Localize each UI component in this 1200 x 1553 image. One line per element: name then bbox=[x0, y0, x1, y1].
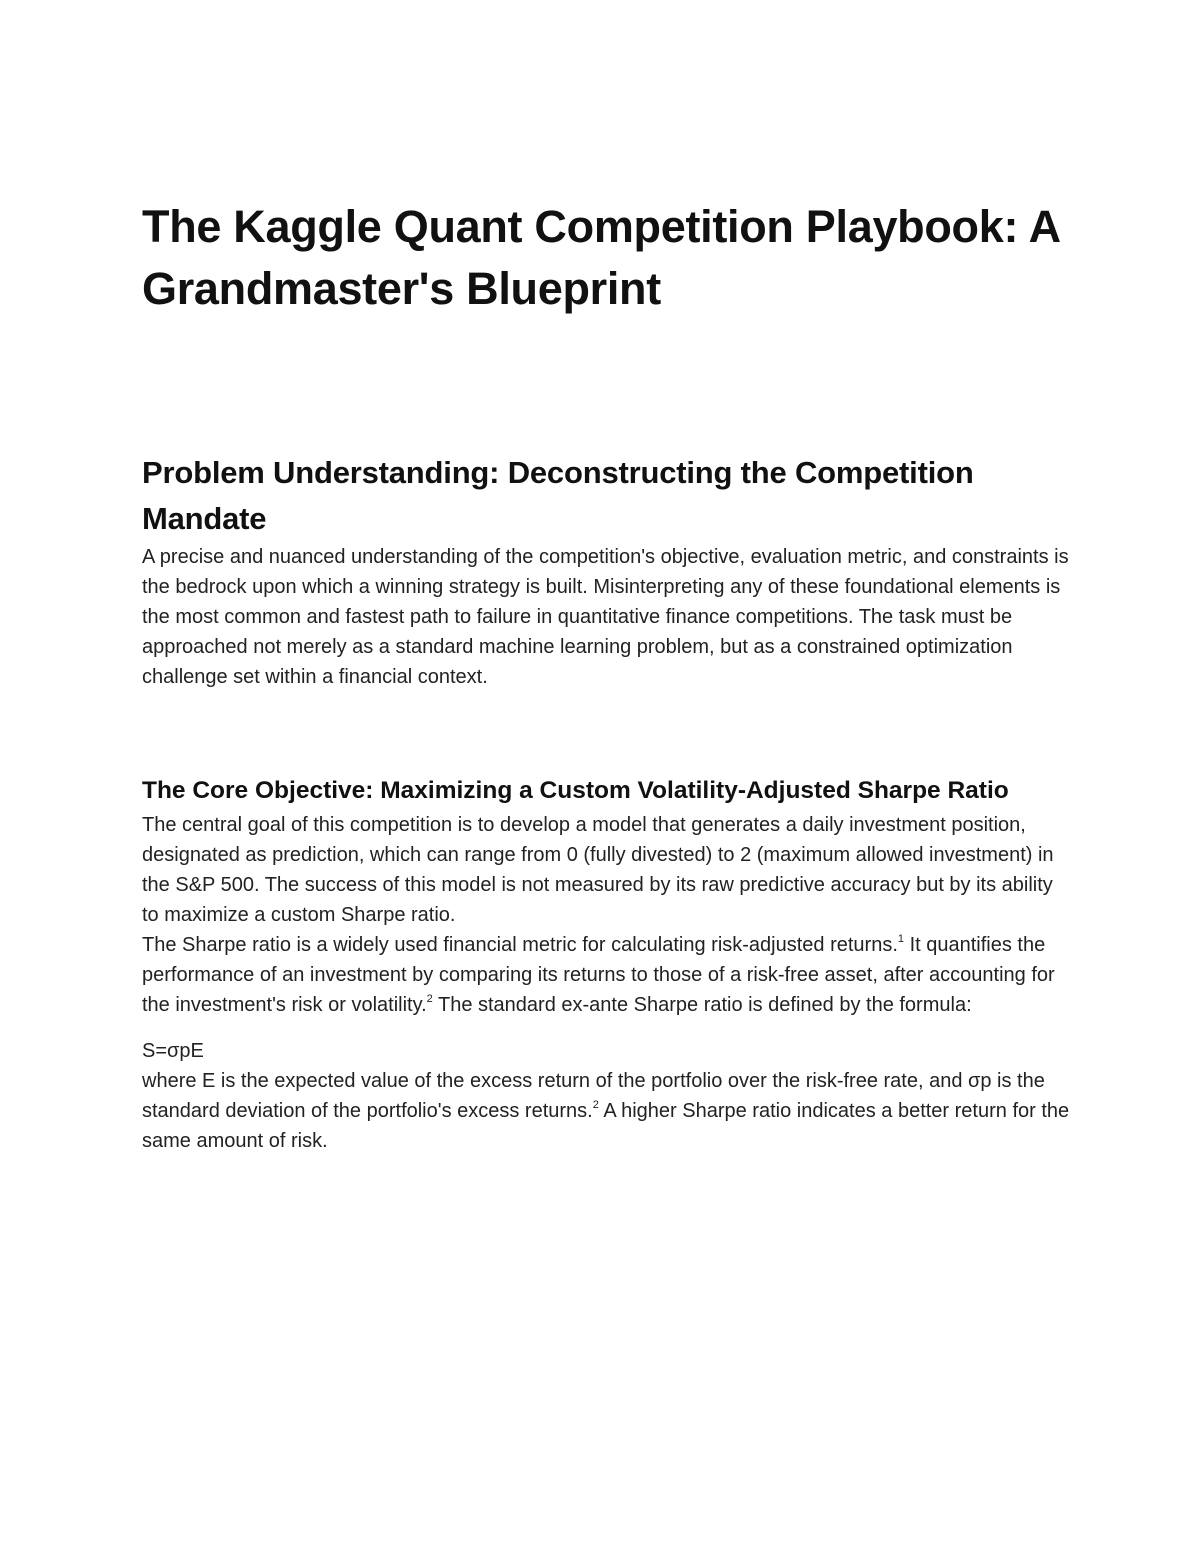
sharpe-text-part2: It quantifies the performance of an investment by comparing its returns to those of a risk-free asset, after accounting for the investment's risk or volatility. bbox=[142, 934, 1055, 1016]
definition-text-part1: where E is the expected value of the excess return of the portfolio over the risk-free rate, and σp is the standard deviation of the portfolio's excess returns. bbox=[142, 1070, 1045, 1122]
footnote-2-link-second[interactable]: 2 bbox=[592, 1099, 599, 1112]
document-title: The Kaggle Quant Competition Playbook: A Grandmaster's Blueprint bbox=[142, 201, 1060, 314]
goal-paragraph: The central goal of this competition is to develop a model that generates a daily investment position, designated as prediction, which can range from 0 (fully divested) to 2 (maximum allowed investment) in the S&P 500. The success of this model is not measured by its raw predictive accuracy but by its ability to maximize a custom Sharpe ratio. bbox=[142, 814, 1054, 926]
definition-text-part2: A higher Sharpe ratio indicates a better return for the same amount of risk. bbox=[142, 1100, 1070, 1152]
document-content bbox=[142, 196, 1072, 1156]
sharpe-text-part1: The Sharpe ratio is a widely used financial metric for calculating risk-adjusted returns. bbox=[142, 934, 898, 956]
intro-paragraph: A precise and nuanced understanding of the competition's objective, evaluation metric, and constraints is the bedrock upon which a winning strategy is built. Misinterpreting any of these foundational elements is the most common and fastest path to failure in quantitative finance competitions. The task must be approached not merely as a standard machine learning problem, but as a constrained optimization challenge set within a financial context. bbox=[142, 546, 1069, 688]
sharpe-formula: S=σpE bbox=[142, 1040, 204, 1062]
sharpe-text-part3: The standard ex-ante Sharpe ratio is defined by the formula: bbox=[432, 994, 972, 1016]
definition-paragraph bbox=[142, 1066, 1072, 1156]
footnote-1-link[interactable]: 1 bbox=[897, 933, 905, 946]
footnote-2-link[interactable]: 2 bbox=[426, 993, 433, 1006]
subsection-heading: The Core Objective: Maximizing a Custom Volatility-Adjusted Sharpe Ratio bbox=[142, 777, 1009, 804]
section-heading: Problem Understanding: Deconstructing the Competition Mandate bbox=[142, 455, 974, 536]
sharpe-paragraph bbox=[142, 930, 1072, 1020]
